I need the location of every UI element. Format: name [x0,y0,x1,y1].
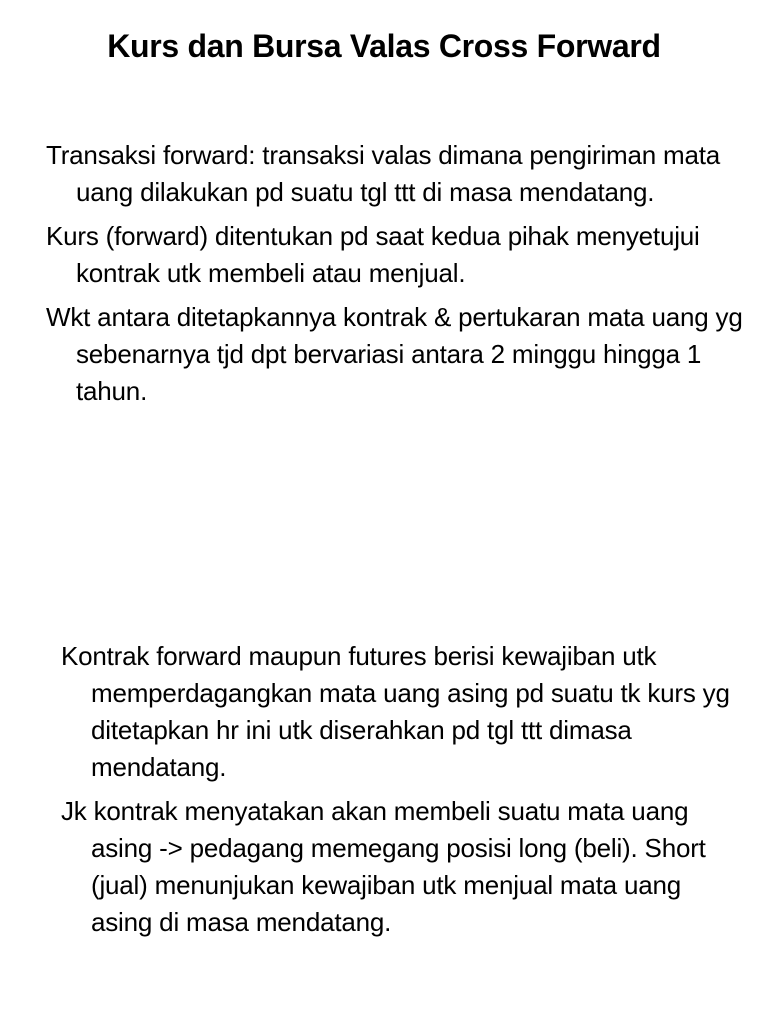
slide-title: Kurs dan Bursa Valas Cross Forward [107,28,661,64]
bullet-forward-rate: Kurs (forward) ditentukan pd saat kedua pihak menyetujui kontrak utk membeli atau menjual. [46,221,700,288]
bullet-contract-period: Wkt antara ditetapkannya kontrak & pertukaran mata uang yg sebenarnya tjd dpt bervariasi antara 2 minggu hingga 1 tahun. [46,302,743,406]
bottom-bullet-list [61,638,741,948]
top-bullet-list [46,137,746,417]
bullet-forward-futures-obligation: Kontrak forward maupun futures berisi kewajiban utk memperdagangkan mata uang asing pd suatu tk kurs yg ditetapkan hr ini utk diserahkan pd tgl ttt dimasa mendatang. [61,641,730,782]
bullet-long-short-position: Jk kontrak menyatakan akan membeli suatu mata uang asing -> pedagang memegang posisi long (beli). Short (jual) menunjukan kewajiban utk menjual mata uang asing di masa mendatang. [61,796,706,937]
bullet-forward-transaction: Transaksi forward: transaksi valas dimana pengiriman mata uang dilakukan pd suatu tgl ttt di masa mendatang. [46,140,721,207]
